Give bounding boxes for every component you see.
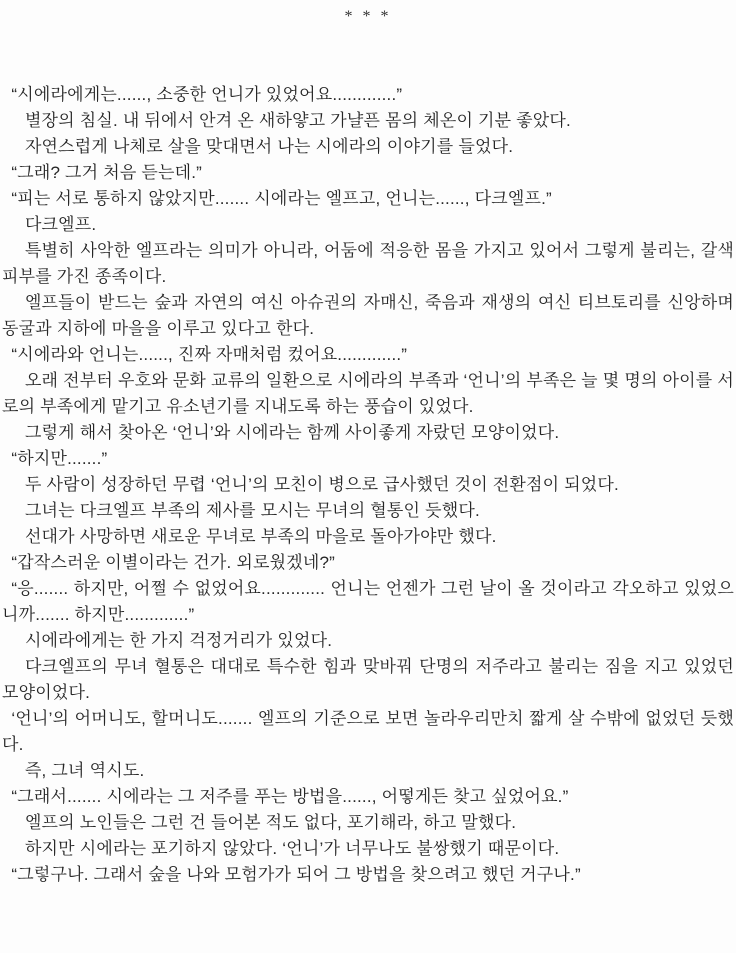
paragraph: 다크엘프. (24, 215, 97, 234)
paragraph: 그렇게 해서 찾아온 ‘언니’와 시에라는 함께 사이좋게 자랐던 모양이었다. (24, 423, 560, 442)
paragraph: “시에라에게는......, 소중한 언니가 있었어요.............” (11, 85, 403, 104)
scene-break: * * * (344, 8, 392, 25)
paragraph: 엘프들이 받드는 숲과 자연의 여신 아슈권의 자매신, 죽음과 재생의 여신 티브토리를 신앙하며 동굴과 지하에 마을을 이루고 있다고 한다. (2, 293, 734, 338)
text-body (2, 82, 734, 888)
paragraph: “응....... 하지만, 어쩔 수 없었어요............. 언니는 언젠가 그런 날이 올 것이라고 각오하고 있었으니까....... 하지만.............” (2, 579, 734, 624)
paragraph: 하지만 시에라는 포기하지 않았다. ‘언니’가 너무나도 불쌍했기 때문이다. (24, 839, 560, 858)
paragraph: 시에라에게는 한 가지 걱정거리가 있었다. (24, 631, 333, 650)
paragraph: 그녀는 다크엘프 부족의 제사를 모시는 무녀의 혈통인 듯했다. (24, 501, 480, 520)
paragraph: 별장의 침실. 내 뒤에서 안겨 온 새하얗고 가냘픈 몸의 체온이 기분 좋았다. (24, 111, 571, 130)
paragraph: 두 사람이 성장하던 무렵 ‘언니’의 모친이 병으로 급사했던 것이 전환점이 되었다. (24, 475, 619, 494)
paragraph: “그렇구나. 그래서 숲을 나와 모험가가 되어 그 방법을 찾으려고 했던 거구나.” (11, 865, 581, 884)
paragraph: “갑작스러운 이별이라는 건가. 외로웠겠네?” (11, 553, 335, 572)
paragraph: “그래서....... 시에라는 그 저주를 푸는 방법을......, 어떻게든 찾고 싶었어요.” (11, 787, 569, 806)
paragraph: “시에라와 언니는......, 진짜 자매처럼 컸어요.............” (11, 345, 408, 364)
paragraph: “그래? 그거 처음 듣는데.” (11, 163, 203, 182)
paragraph: 특별히 사악한 엘프라는 의미가 아니라, 어둠에 적응한 몸을 가지고 있어서 그렇게 불리는, 갈색 피부를 가진 종족이다. (2, 241, 734, 286)
paragraph: 즉, 그녀 역시도. (24, 761, 145, 780)
paragraph: 엘프의 노인들은 그런 건 들어본 적도 없다, 포기해라, 하고 말했다. (24, 813, 517, 832)
paragraph: ‘언니’의 어머니도, 할머니도....... 엘프의 기준으로 보면 놀라우리만치 짧게 살 수밖에 없었던 듯했다. (2, 709, 734, 754)
paragraph: “피는 서로 통하지 않았지만....... 시에라는 엘프고, 언니는......, 다크엘프.” (11, 189, 552, 208)
paragraph: 자연스럽게 나체로 살을 맞대면서 나는 시에라의 이야기를 들었다. (24, 137, 514, 156)
paragraph: 다크엘프의 무녀 혈통은 대대로 특수한 힘과 맞바꿔 단명의 저주라고 불리는 짐을 지고 있었던 모양이었다. (2, 657, 734, 702)
paragraph: 오래 전부터 우호와 문화 교류의 일환으로 시에라의 부족과 ‘언니’의 부족은 늘 몇 명의 아이를 서로의 부족에게 맡기고 유소년기를 지내도록 하는 풍습이 있었다. (2, 371, 734, 416)
paragraph: “하지만.......” (11, 449, 108, 468)
paragraph: 선대가 사망하면 새로운 무녀로 부족의 마을로 돌아가야만 했다. (24, 527, 497, 546)
